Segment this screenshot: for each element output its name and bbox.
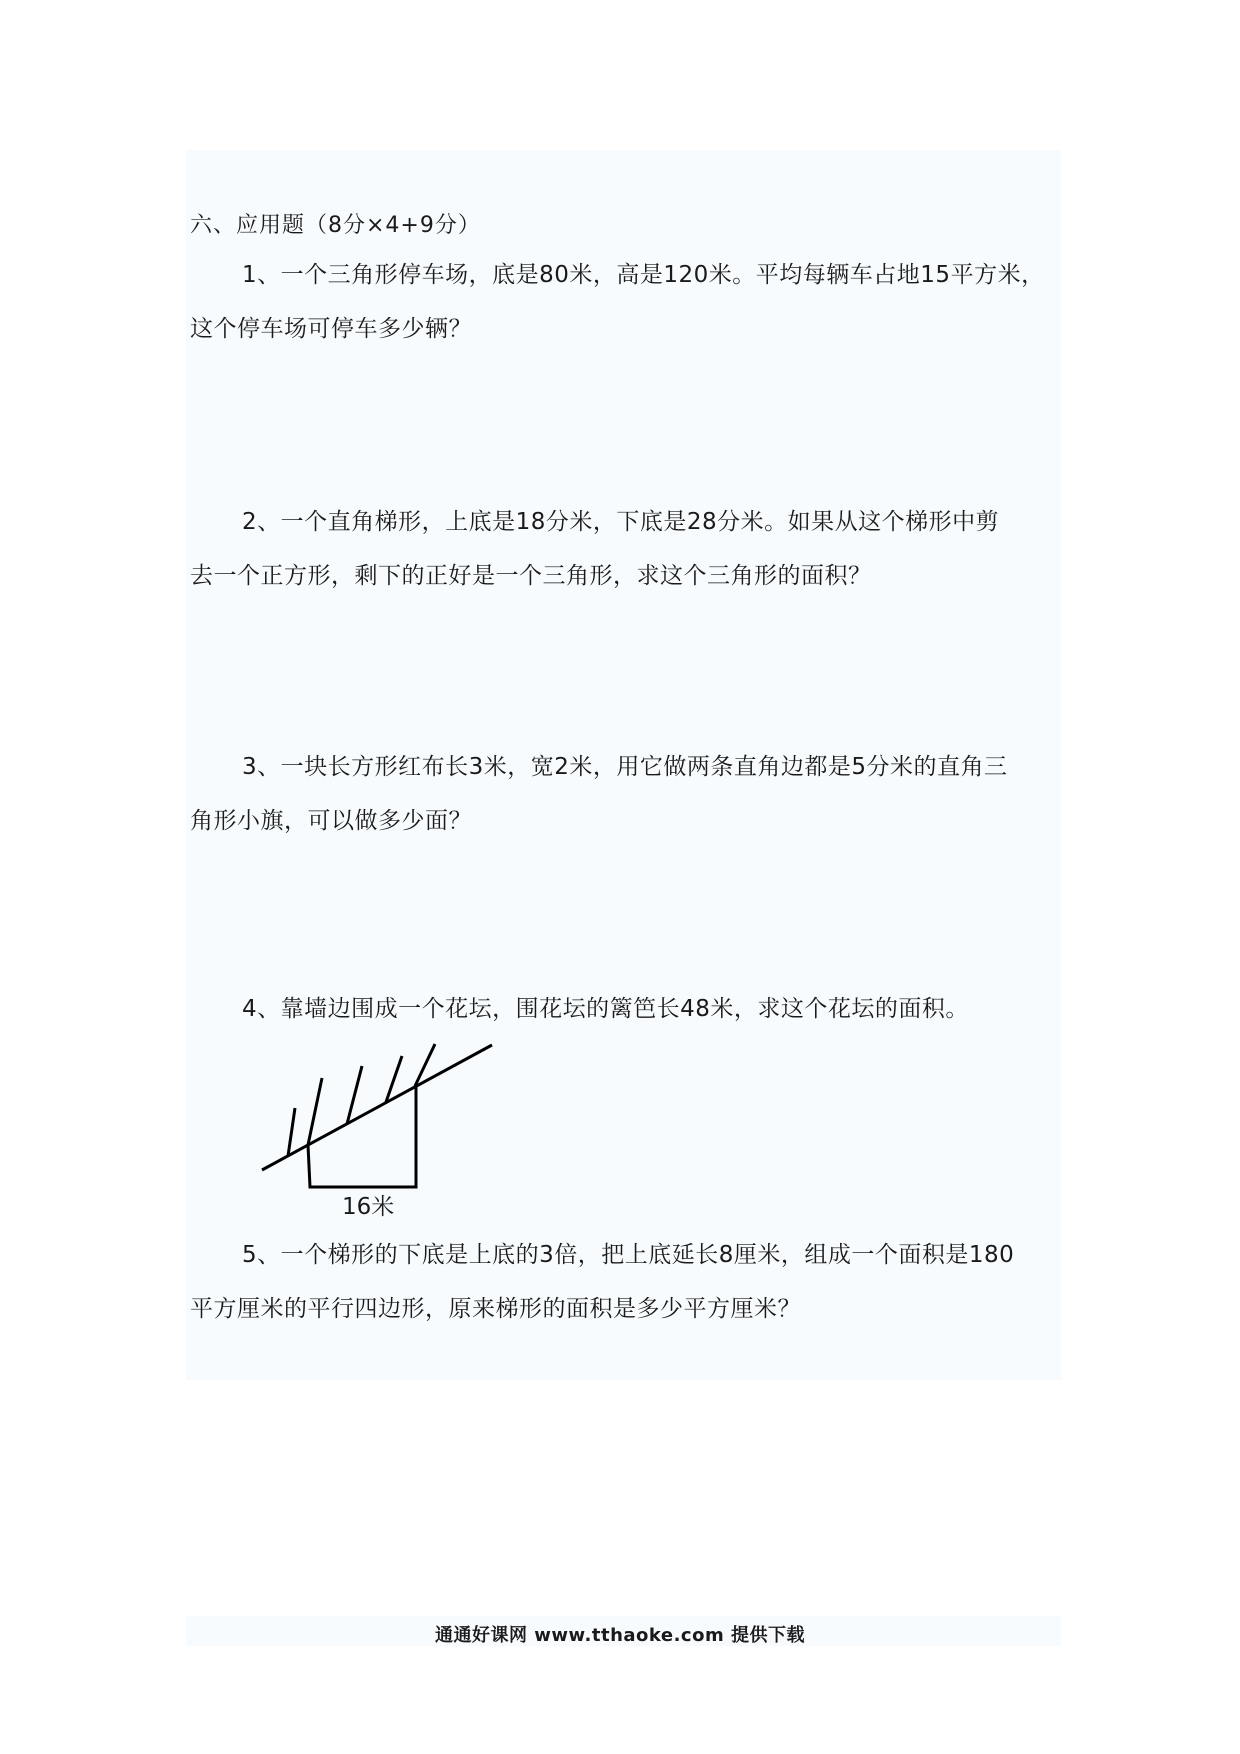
question-1-line-2: 这个停车场可停车多少辆？ bbox=[190, 316, 472, 342]
question-4-line-1: 4、靠墙边围成一个花坛，围花坛的篱笆长48米，求这个花坛的面积。 bbox=[242, 996, 969, 1022]
flower-bed-figure bbox=[250, 1030, 510, 1230]
question-3 bbox=[190, 740, 1060, 848]
question-5-line-1: 5、一个梯形的下底是上底的3倍，把上底延长8厘米，组成一个面积是180 bbox=[242, 1242, 1015, 1268]
question-1 bbox=[190, 248, 1060, 356]
question-5-line-2: 平方厘米的平行四边形，原来梯形的面积是多少平方厘米？ bbox=[190, 1296, 801, 1322]
question-2-line-1: 2、一个直角梯形，上底是18分米，下底是28分米。如果从这个梯形中剪 bbox=[242, 509, 1000, 535]
figure-base-label: 16米 bbox=[342, 1194, 395, 1220]
wall-line bbox=[262, 1045, 492, 1170]
wall-hatch bbox=[288, 1108, 295, 1156]
question-5 bbox=[190, 1228, 1060, 1336]
footer-text: 通通好课网 www.tthaoke.com 提供下载 bbox=[435, 1625, 805, 1646]
question-3-line-1: 3、一块长方形红布长3米，宽2米，用它做两条直角边都是5分米的直角三 bbox=[242, 754, 1008, 780]
question-1-line-1: 1、一个三角形停车场，底是80米，高是120米。平均每辆车占地15平方米， bbox=[242, 262, 1045, 288]
question-2-line-2: 去一个正方形，剩下的正好是一个三角形，求这个三角形的面积？ bbox=[190, 563, 872, 589]
question-2 bbox=[190, 495, 1060, 603]
question-3-line-2: 角形小旗，可以做多少面？ bbox=[190, 808, 472, 834]
section-title: 六、应用题（8分×4+9分） bbox=[190, 213, 481, 238]
wall-hatch bbox=[308, 1078, 322, 1145]
question-4 bbox=[190, 982, 1060, 1036]
wall-hatch bbox=[415, 1044, 435, 1086]
flower-bed-drawing bbox=[250, 1030, 510, 1190]
